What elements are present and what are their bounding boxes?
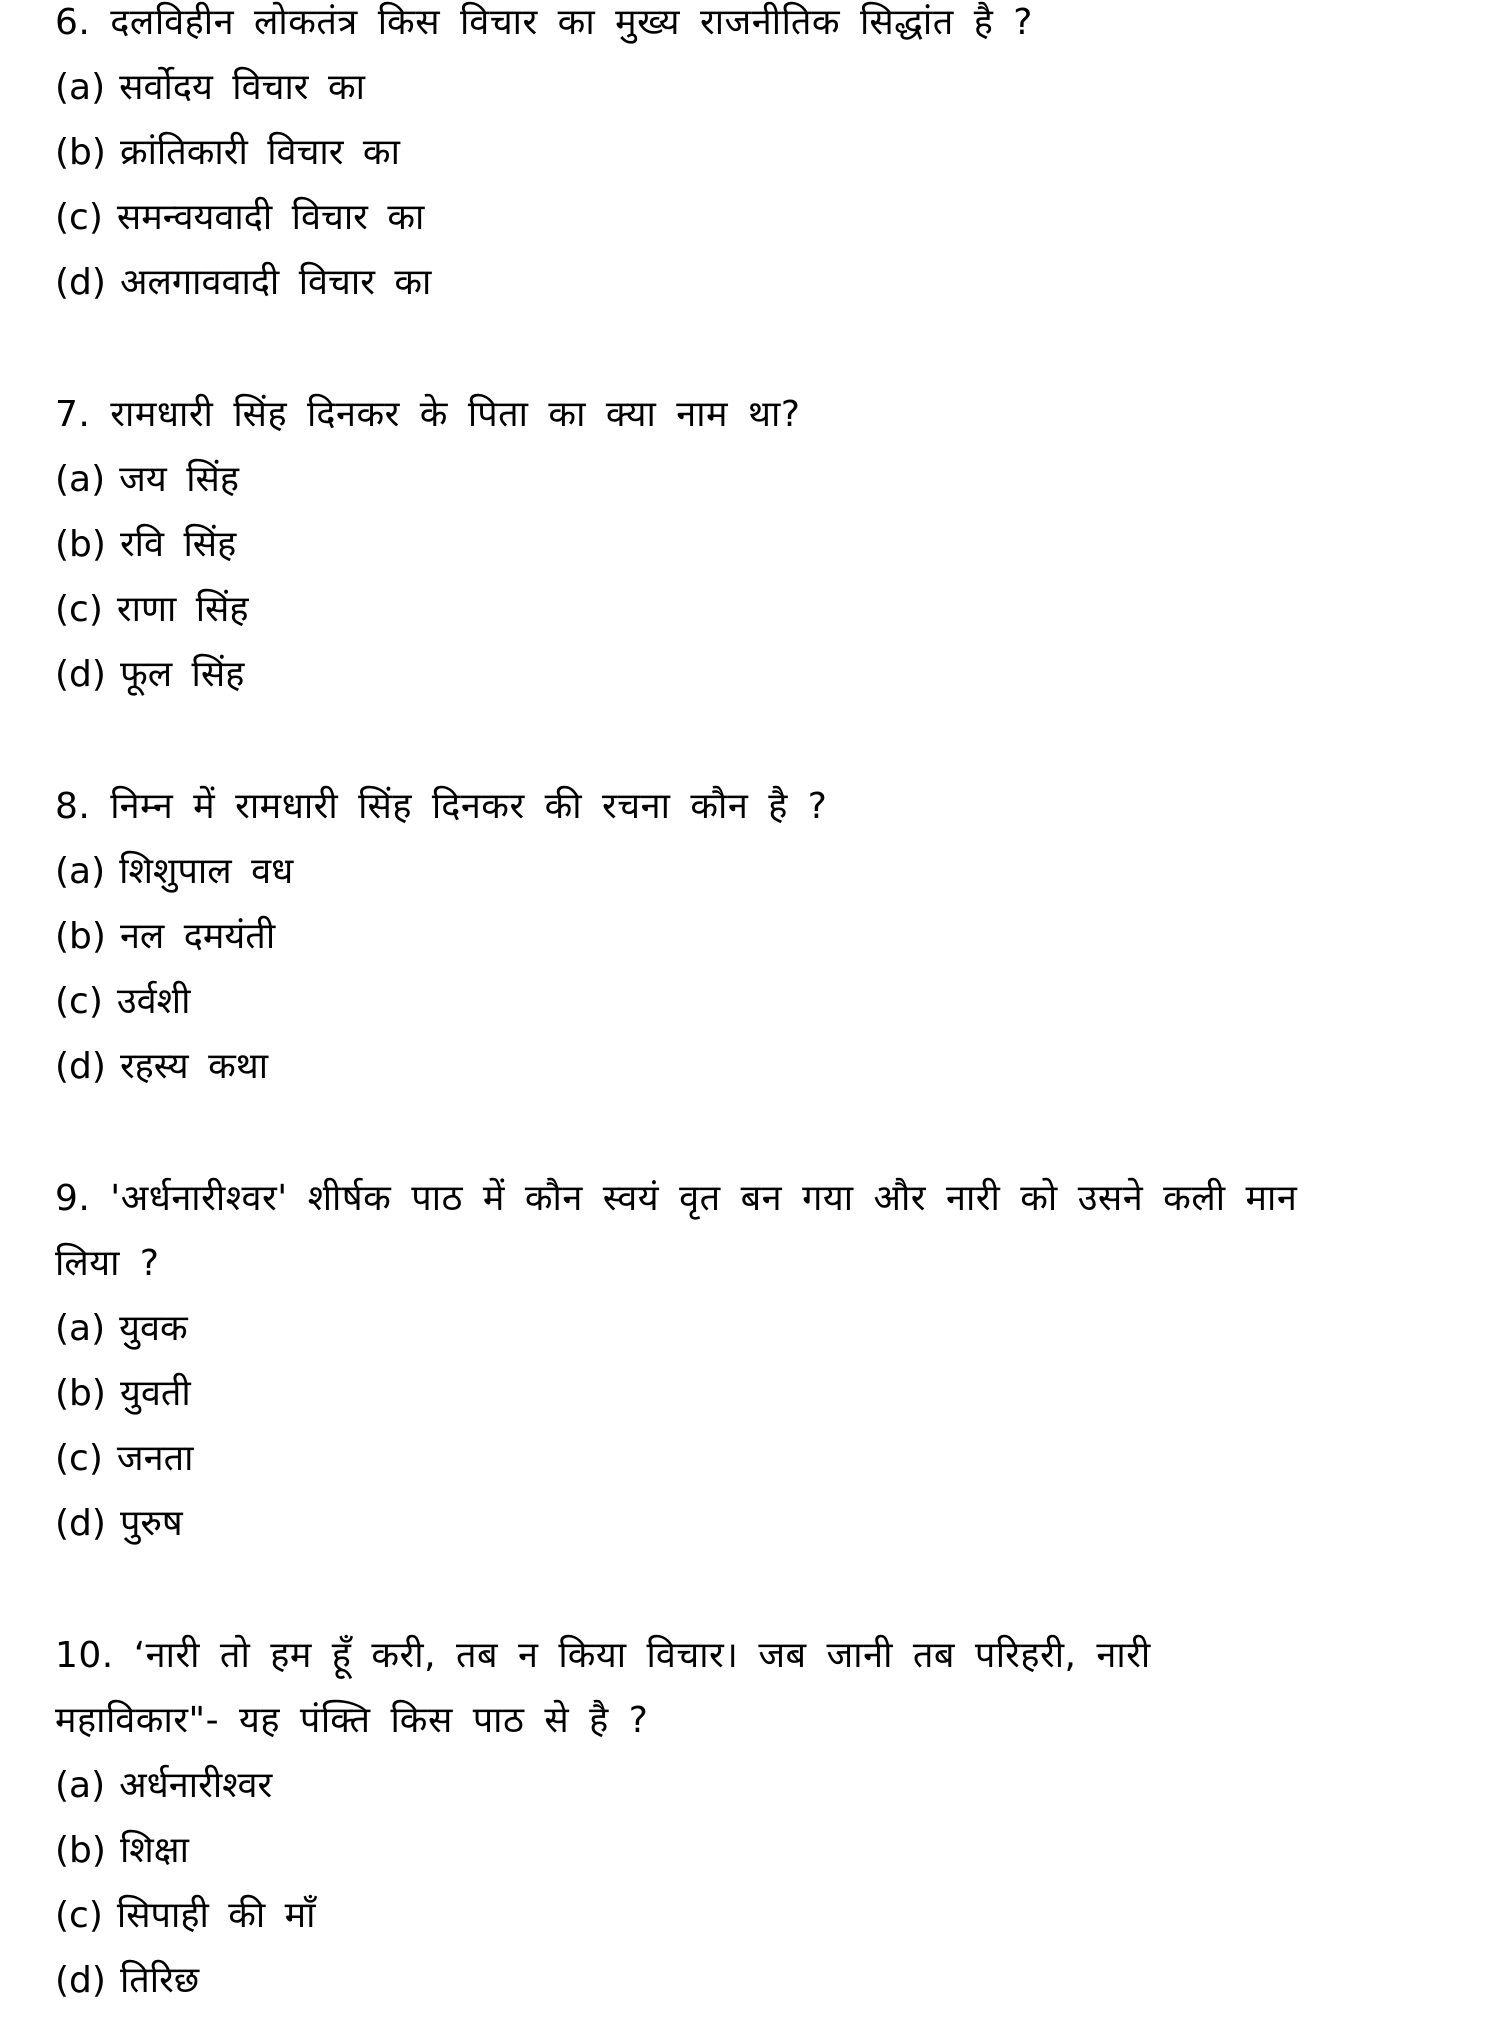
- question-7: [55, 382, 1455, 707]
- option-label: (d): [55, 654, 106, 695]
- option-label: (b): [55, 1830, 106, 1871]
- option-label: (b): [55, 132, 106, 173]
- option-text: शिक्षा: [119, 1830, 189, 1871]
- option-text: पुरुष: [119, 1503, 183, 1544]
- question-text-line-2: लिया ?: [55, 1243, 160, 1284]
- option-text: सिपाही की माँ: [116, 1895, 316, 1936]
- option-a: [55, 1296, 1455, 1361]
- option-label: (a): [55, 67, 106, 108]
- option-c: [55, 1426, 1455, 1491]
- option-d: [55, 1034, 1455, 1099]
- option-a: [55, 839, 1455, 904]
- option-label: (b): [55, 1373, 106, 1414]
- option-label: (a): [55, 851, 106, 892]
- option-label: (d): [55, 1960, 106, 2001]
- option-text: अलगाववादी विचार का: [119, 262, 432, 303]
- option-text: राणा सिंह: [116, 589, 249, 630]
- option-text: युवती: [119, 1373, 191, 1414]
- option-text: जय सिंह: [119, 459, 239, 500]
- option-b: [55, 512, 1455, 577]
- option-d: [55, 1948, 1455, 2013]
- option-label: (c): [55, 1438, 103, 1479]
- option-text: नल दमयंती: [119, 916, 276, 957]
- question-text: 8. निम्न में रामधारी सिंह दिनकर की रचना कौन है ?: [55, 786, 828, 827]
- option-d: [55, 642, 1455, 707]
- option-text: जनता: [116, 1438, 194, 1479]
- question-text: 7. रामधारी सिंह दिनकर के पिता का क्या नाम था?: [55, 394, 801, 435]
- question-text-line-1: 10. ‘नारी तो हम हूँ करी, तब न किया विचार। जब जानी तब परिहरी, नारी: [55, 1635, 1151, 1676]
- option-label: (c): [55, 1895, 103, 1936]
- option-label: (a): [55, 1765, 106, 1806]
- option-c: [55, 1883, 1455, 1948]
- option-a: [55, 1753, 1455, 1818]
- option-a: [55, 55, 1455, 120]
- option-c: [55, 185, 1455, 250]
- option-label: (d): [55, 1503, 106, 1544]
- question-9: [55, 1166, 1455, 1556]
- option-b: [55, 904, 1455, 969]
- option-label: (b): [55, 524, 106, 565]
- option-text: रवि सिंह: [119, 524, 237, 565]
- question-text: 6. दलविहीन लोकतंत्र किस विचार का मुख्य राजनीतिक सिद्धांत है ?: [55, 2, 1033, 43]
- option-label: (a): [55, 1308, 106, 1349]
- option-label: (d): [55, 262, 106, 303]
- option-b: [55, 1361, 1455, 1426]
- option-label: (a): [55, 459, 106, 500]
- option-text: अर्धनारीश्वर: [119, 1765, 273, 1806]
- option-label: (b): [55, 916, 106, 957]
- option-c: [55, 969, 1455, 1034]
- option-label: (d): [55, 1046, 106, 1087]
- option-d: [55, 1491, 1455, 1556]
- option-text: क्रांतिकारी विचार का: [119, 132, 400, 173]
- option-label: (c): [55, 981, 103, 1022]
- option-text: समन्वयवादी विचार का: [116, 197, 425, 238]
- option-text: सर्वोदय विचार का: [119, 67, 365, 108]
- option-text: उर्वशी: [116, 981, 191, 1022]
- option-d: [55, 250, 1455, 315]
- option-text: फूल सिंह: [119, 654, 245, 695]
- option-text: युवक: [119, 1308, 188, 1349]
- option-label: (c): [55, 197, 103, 238]
- option-a: [55, 447, 1455, 512]
- option-text: तिरिछ: [119, 1960, 200, 2001]
- option-b: [55, 1818, 1455, 1883]
- option-text: शिशुपाल वध: [119, 851, 294, 892]
- question-text-line-2: महाविकार"- यह पंक्ति किस पाठ से है ?: [55, 1700, 649, 1741]
- question-text-line-1: 9. 'अर्धनारीश्वर' शीर्षक पाठ में कौन स्वयं वृत बन गया और नारी को उसने कली मान: [55, 1178, 1298, 1219]
- question-10: [55, 1623, 1455, 2013]
- option-label: (c): [55, 589, 103, 630]
- option-b: [55, 120, 1455, 185]
- option-c: [55, 577, 1455, 642]
- question-8: [55, 774, 1455, 1099]
- question-6: [55, 0, 1455, 315]
- option-text: रहस्य कथा: [119, 1046, 269, 1087]
